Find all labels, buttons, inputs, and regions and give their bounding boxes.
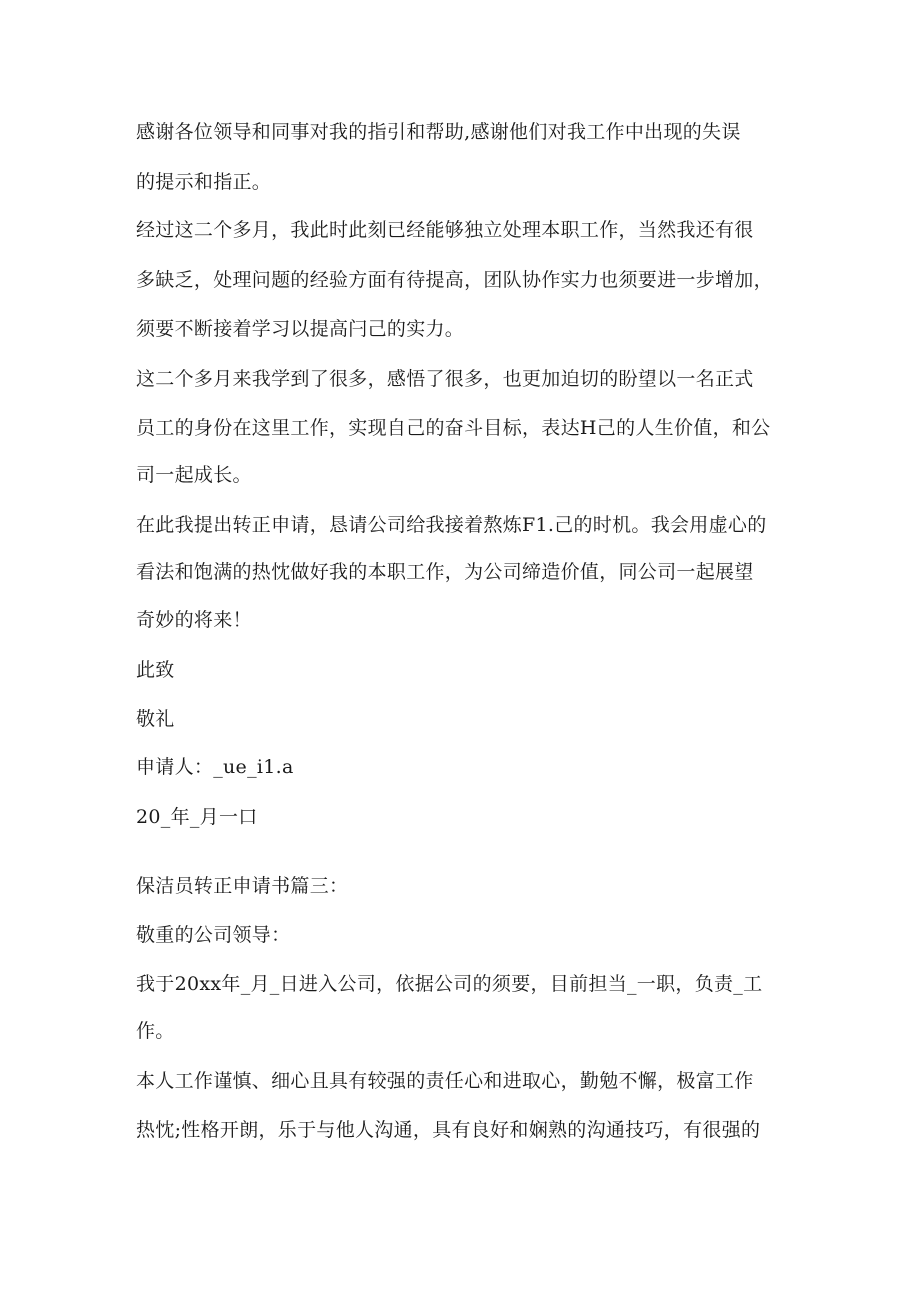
- text-line: 我于20xx年_月_日进入公司，依据公司的须要，目前担当_一职，负责_工: [136, 973, 763, 995]
- text-line: 申请人：_ue_i1.a: [136, 756, 294, 778]
- text-line: 20_年_月一口: [136, 806, 258, 828]
- text-line: 奇妙的将来！: [136, 609, 252, 631]
- text-line: 在此我提出转正申请，恳请公司给我接着熬炼F1.己的时机。我会用虚心的: [136, 514, 767, 536]
- text-line: 感谢各位领导和同事对我的指引和帮助,感谢他们对我工作中出现的失误: [136, 121, 741, 143]
- text-line: 员工的身份在这里工作，实现自己的奋斗目标，表达H己的人生价值，和公: [136, 417, 771, 439]
- text-line: 敬礼: [136, 708, 175, 730]
- text-line: 司一起成长。: [136, 464, 252, 486]
- text-line: 热忱;性格开朗，乐于与他人沟通，具有良好和娴熟的沟通技巧，有很强的: [136, 1119, 761, 1141]
- text-line: 多缺乏，处理问题的经验方面有待提高，团队协作实力也须要进一步增加，: [136, 269, 773, 291]
- text-line: 保洁员转正申请书篇三：: [136, 875, 349, 897]
- text-line: 经过这二个多月，我此时此刻已经能够独立处理本职工作，当然我还有很: [136, 219, 754, 241]
- text-line: 的提示和指正。: [136, 171, 272, 193]
- text-line: 看法和饱满的热忱做好我的本职工作，为公司缔造价值，同公司一起展望: [136, 561, 754, 583]
- text-line: 本人工作谨慎、细心且具有较强的责任心和进取心，勤勉不懈，极富工作: [136, 1070, 754, 1092]
- text-line: 作。: [136, 1020, 175, 1042]
- text-line: 敬重的公司领导：: [136, 924, 291, 946]
- text-line: 这二个多月来我学到了很多，感悟了很多，也更加迫切的盼望以一名正式: [136, 368, 754, 390]
- text-line: 此致: [136, 659, 175, 681]
- text-line: 须要不断接着学习以提高闩己的实力。: [136, 318, 465, 340]
